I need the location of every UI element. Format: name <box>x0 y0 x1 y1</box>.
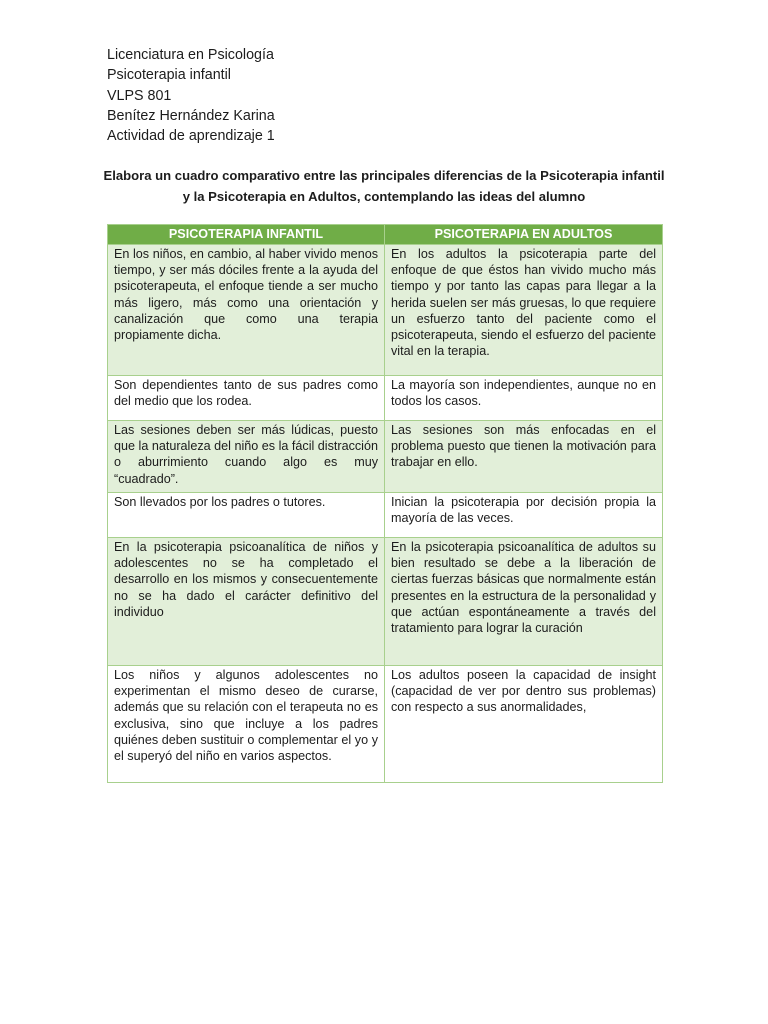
cell-infantil: En los niños, en cambio, al haber vivido menos tiempo, y ser más dóciles frente a la ayuda del psicoterapeuta, el enfoque tiende a ser mucho más ligero, más como una orientación y canalización que como una terapia propiamente dicha. <box>108 245 385 376</box>
cell-infantil: En la psicoterapia psicoanalítica de niños y adolescentes no se ha completado el desarrollo en los mismos y consecuentemente no se ha dado el carácter definitivo del individuo <box>108 538 385 666</box>
course-line: Psicoterapia infantil <box>107 67 231 84</box>
cell-adultos: En los adultos la psicoterapia parte del enfoque de que éstos han vivido mucho más tiempo y por tanto las capas para llegar a la herida suelen ser más gruesas, lo que requiere un esfuerzo tanto del paciente como el psicoterapeuta, siendo el esfuerzo del paciente vital en la terapia. <box>385 245 663 376</box>
column-header-infantil: PSICOTERAPIA INFANTIL <box>108 225 385 245</box>
cell-infantil: Son llevados por los padres o tutores. <box>108 493 385 538</box>
student-name-line: Benítez Hernández Karina <box>107 107 275 124</box>
table-row <box>108 666 663 783</box>
course-code-line: VLPS 801 <box>107 87 172 104</box>
cell-infantil: Los niños y algunos adolescentes no experimentan el mismo deseo de curarse, además que su relación con el terapeuta no es exclusiva, sino que incluye a los padres quiénes deben sustituir o complementar el yo y el superyó del niño en varios aspectos. <box>108 666 385 783</box>
activity-line: Actividad de aprendizaje 1 <box>107 128 275 145</box>
column-header-adultos: PSICOTERAPIA EN ADULTOS <box>385 225 663 245</box>
document-header <box>107 45 275 146</box>
cell-infantil: Las sesiones deben ser más lúdicas, puesto que la naturaleza del niño es la fácil distracción o aburrimiento cuando algo es muy “cuadrado”. <box>108 421 385 493</box>
degree-line: Licenciatura en Psicología <box>107 47 274 63</box>
cell-adultos: En la psicoterapia psicoanalítica de adultos su bien resultado se debe a la liberación de ciertas fuerzas básicas que normalmente están presentes en la estructura de la personalidad y que actúan espontáneamente a través del tratamiento para lograr la curación <box>385 538 663 666</box>
cell-adultos: Inician la psicoterapia por decisión propia la mayoría de las veces. <box>385 493 663 538</box>
assignment-title: Elabora un cuadro comparativo entre las principales diferencias de la Psicoterapia infantil y la Psicoterapia en Adultos, contemplando las ideas del alumno <box>103 168 665 204</box>
cell-infantil: Son dependientes tanto de sus padres como del medio que los rodea. <box>108 376 385 421</box>
table-row <box>108 245 663 376</box>
cell-adultos: Los adultos poseen la capacidad de insight (capacidad de ver por dentro sus problemas) con respecto a sus anormalidades, <box>385 666 663 783</box>
table-row <box>108 376 663 421</box>
table-row <box>108 538 663 666</box>
cell-adultos: Las sesiones son más enfocadas en el problema puesto que tienen la motivación para trabajar en ello. <box>385 421 663 493</box>
cell-adultos: La mayoría son independientes, aunque no en todos los casos. <box>385 376 663 421</box>
table-row <box>108 421 663 493</box>
comparison-table <box>107 224 663 783</box>
table-row <box>108 493 663 538</box>
table-header-row <box>108 225 663 245</box>
